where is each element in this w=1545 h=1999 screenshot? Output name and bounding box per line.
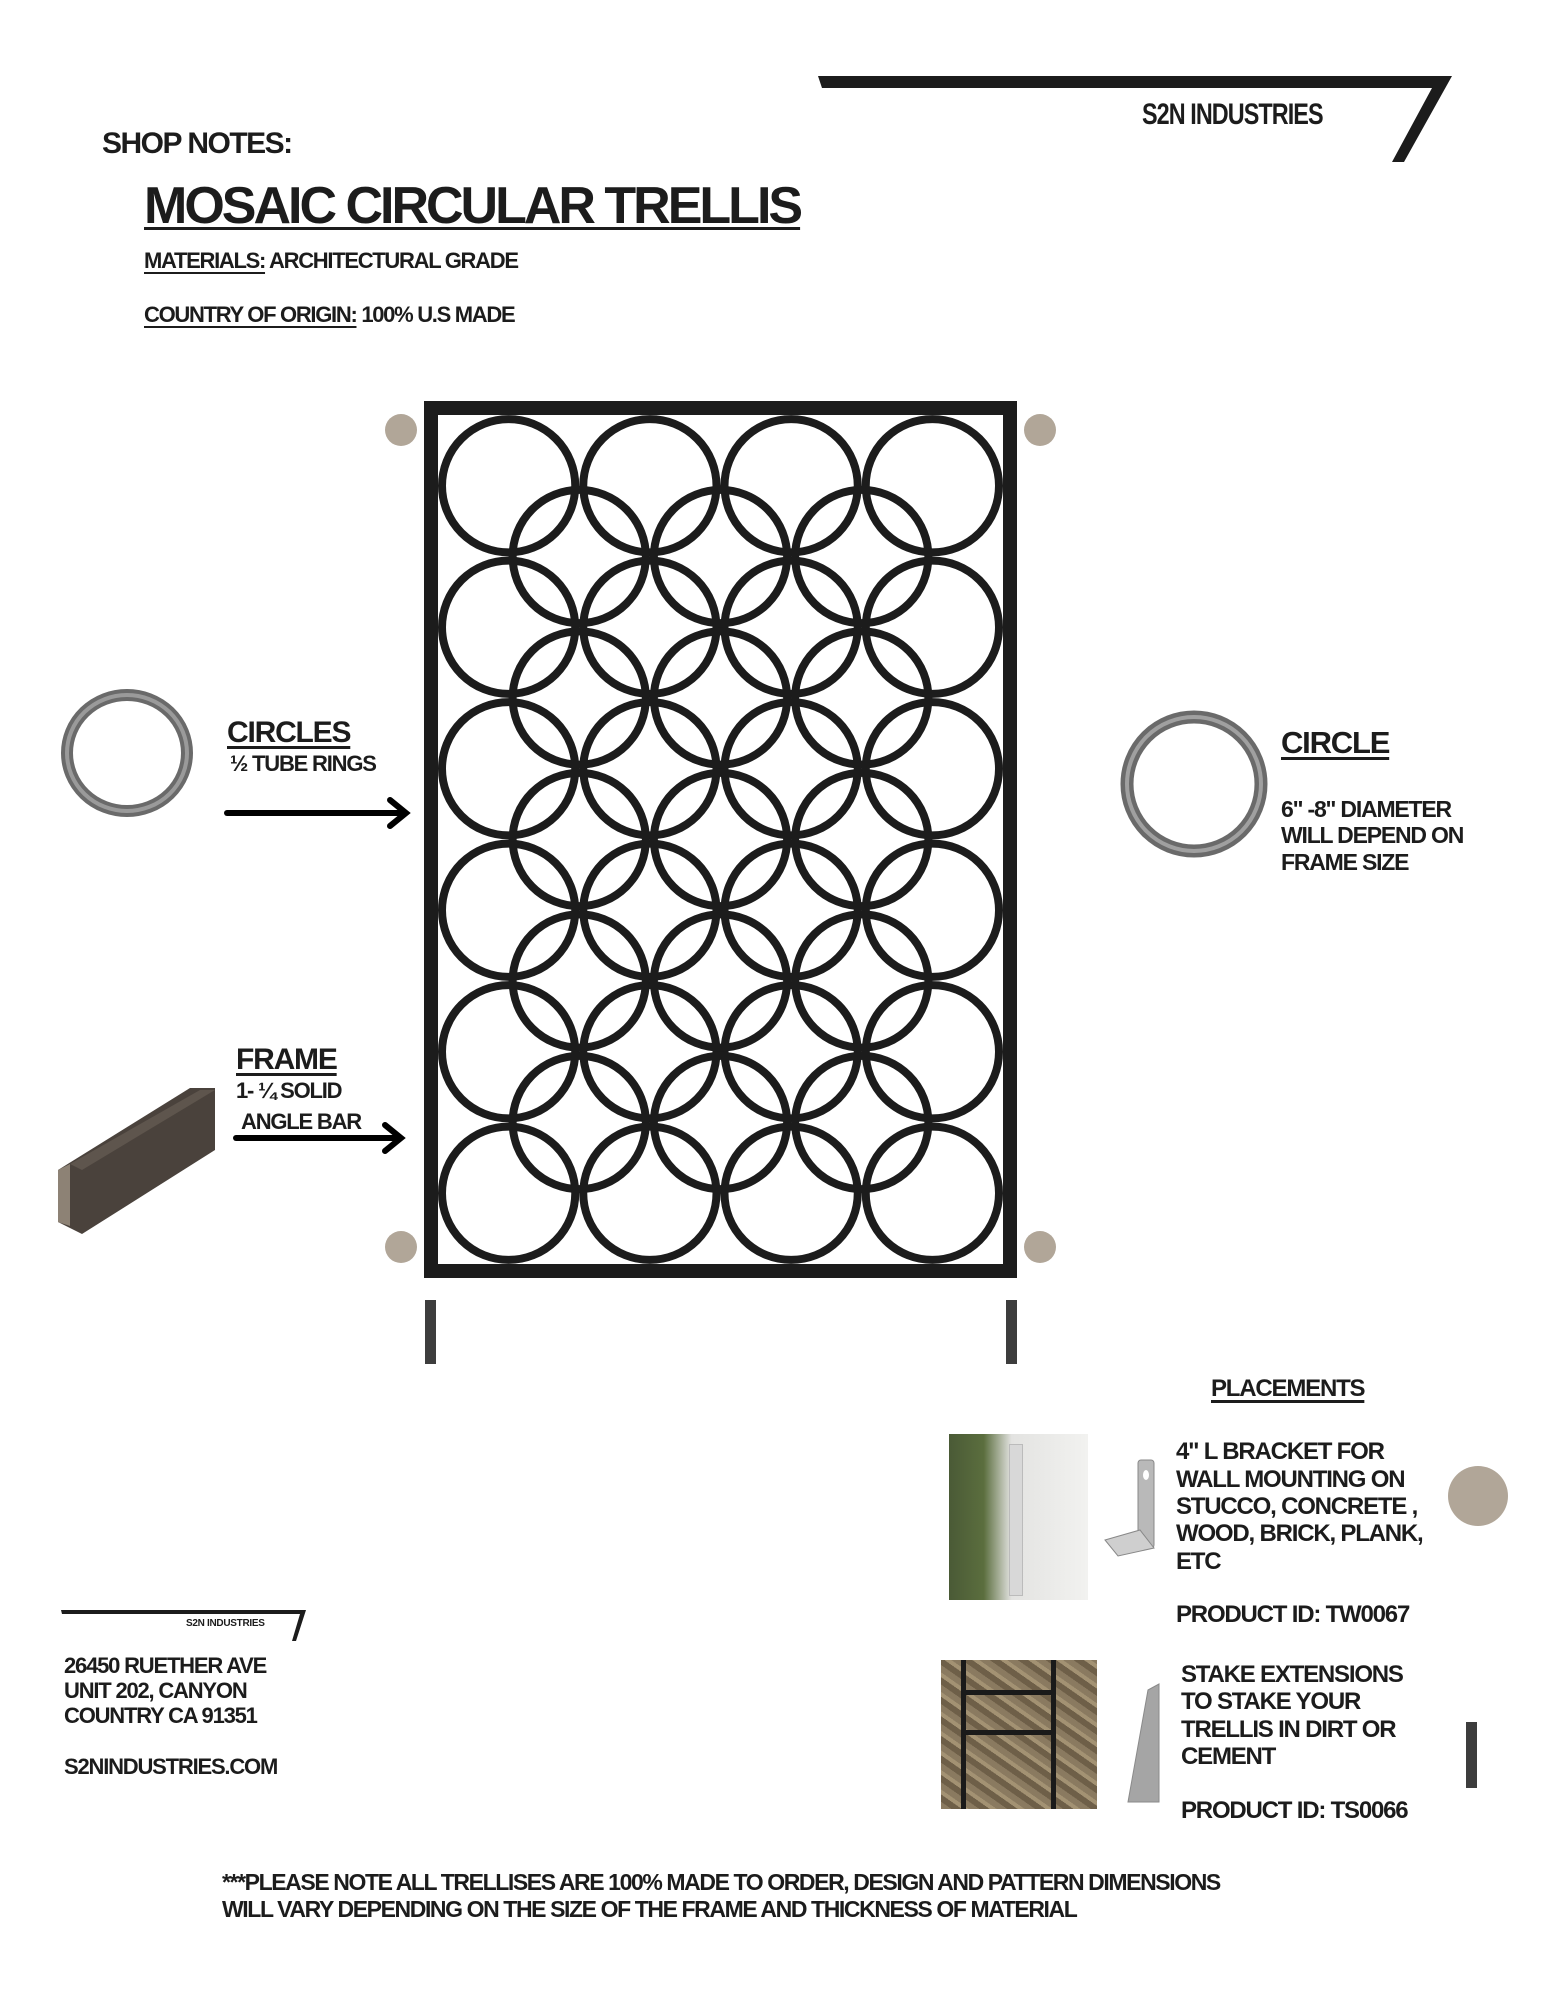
trellis-ring [442,419,575,552]
trellis-ring [442,1127,575,1260]
trellis-ring [866,1127,999,1260]
page-title: MOSAIC CIRCULAR TRELLIS [144,177,801,235]
trellis-ring-offset [654,631,787,764]
frame-detail-line1: 1- ¼ SOLID [236,1078,342,1103]
circle-title: CIRCLE [1281,725,1390,760]
trellis-ring-offset [513,631,646,764]
placement-line: 4" L BRACKET FOR [1176,1438,1384,1465]
mount-point-bottom-right [1024,1231,1056,1263]
arrow-icon [227,800,406,826]
placement-line: TRELLIS IN DIRT OR [1181,1716,1396,1743]
product-id: PRODUCT ID: TW0067 [1176,1601,1410,1628]
trellis-ring-offset [654,914,787,1047]
trellis-ring [442,561,575,694]
mount-point-top-right [1024,414,1056,446]
circle-detail-line: FRAME SIZE [1281,849,1409,875]
trellis-ring [725,844,858,977]
brand-name: S2N INDUSTRIES [1142,98,1323,131]
l-bracket-image [1105,1460,1154,1556]
placement-stake-bar [1466,1722,1477,1788]
placement-line: TO STAKE YOUR [1181,1688,1361,1715]
footer-logo-bar [61,1610,306,1641]
address-line: COUNTRY CA 91351 [64,1703,257,1728]
trellis-ring [725,1127,858,1260]
address-line: 26450 RUETHER AVE [64,1653,267,1678]
circles-title: CIRCLES [227,716,351,749]
footer-note-line: WILL VARY DEPENDING ON THE SIZE OF THE FRAME AND THICKNESS OF MATERIAL [222,1896,1077,1922]
address-line: UNIT 202, CANYON [64,1678,247,1703]
materials-value: ARCHITECTURAL GRADE [269,248,518,273]
placement-line: WOOD, BRICK, PLANK, [1176,1520,1423,1547]
trellis-ring [583,702,716,835]
placement-line: ETC [1176,1548,1221,1575]
mount-point-bottom-left [385,1231,417,1263]
trellis-ring [866,985,999,1118]
trellis-ring-offset [795,490,928,623]
trellis-ring-offset [795,773,928,906]
wall-bracket-photo [949,1434,1088,1600]
origin-label: COUNTRY OF ORIGIN: [144,302,357,327]
trellis-ring [583,985,716,1118]
trellis-ring-offset [513,914,646,1047]
trellis-ring-offset [513,1056,646,1189]
circle-detail-line: 6" -8" DIAMETER [1281,796,1451,822]
trellis-ring [725,419,858,552]
shop-notes-label: SHOP NOTES: [102,127,292,160]
trellis-ring-offset [654,773,787,906]
trellis-ring [442,985,575,1118]
trellis-ring [583,844,716,977]
circle-detail-line: WILL DEPEND ON [1281,822,1464,848]
stake-extension-image [1128,1684,1159,1802]
footer-note-line: ***PLEASE NOTE ALL TRELLISES ARE 100% MADE TO ORDER, DESIGN AND PATTERN DIMENSIONS [222,1869,1220,1895]
placements-title: PLACEMENTS [1211,1375,1365,1402]
trellis-ring [442,844,575,977]
circles-detail: ½ TUBE RINGS [230,751,376,776]
origin-value: 100% U.S MADE [361,302,515,327]
stake-post-left [425,1300,436,1364]
materials-label: MATERIALS: [144,248,266,273]
angle-bar-image [58,1088,215,1234]
trellis-ring-offset [795,914,928,1047]
placement-mount-dot [1448,1466,1508,1526]
trellis-ring [866,844,999,977]
trellis-ring [866,561,999,694]
trellis-ring [725,985,858,1118]
trellis-ring [725,702,858,835]
placement-line: STUCCO, CONCRETE , [1176,1493,1418,1520]
placement-line: CEMENT [1181,1743,1276,1770]
trellis-ring [583,1127,716,1260]
frame-detail-line2: ANGLE BAR [241,1109,361,1134]
placement-line: WALL MOUNTING ON [1176,1466,1405,1493]
trellis-ring-offset [654,1056,787,1189]
product-id: PRODUCT ID: TS0066 [1181,1797,1408,1824]
trellis-ring [583,419,716,552]
trellis-ring-offset [795,1056,928,1189]
trellis-ring [442,702,575,835]
trellis-ring-offset [513,773,646,906]
trellis-ring [866,702,999,835]
trellis-ring-offset [654,490,787,623]
stake-post-right [1006,1300,1017,1364]
circle-ring-image [1127,717,1261,851]
trellis-ring [725,561,858,694]
trellis-ring-offset [513,490,646,623]
mount-point-top-left [385,414,417,446]
trellis-ring [583,561,716,694]
trellis-ring [866,419,999,552]
footer-brand: S2N INDUSTRIES [186,1618,265,1629]
placement-line: STAKE EXTENSIONS [1181,1661,1403,1688]
trellis-ring-offset [795,631,928,764]
tube-ring-image [67,695,187,811]
website-link[interactable]: S2NINDUSTRIES.COM [64,1754,278,1779]
stake-photo [941,1660,1097,1809]
frame-title: FRAME [236,1043,337,1076]
